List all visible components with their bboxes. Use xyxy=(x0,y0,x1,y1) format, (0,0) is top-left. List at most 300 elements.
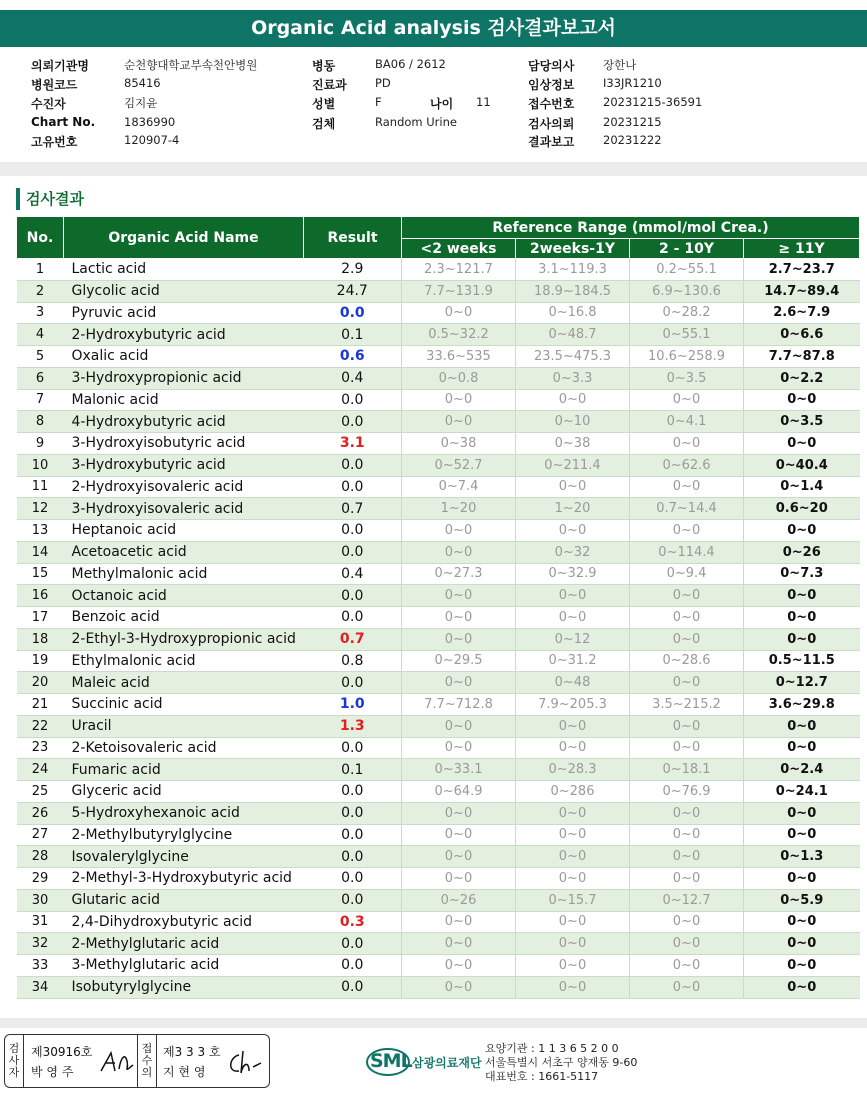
ref-range-11y-plus: 0~1.3 xyxy=(744,846,860,868)
ref-range-11y-plus: 0~2.2 xyxy=(744,367,860,389)
acid-name: Malonic acid xyxy=(64,389,304,411)
table-row xyxy=(17,607,860,629)
acid-name: 2-Hydroxyisovaleric acid xyxy=(64,476,304,498)
row-number: 17 xyxy=(17,607,64,629)
acid-name: Acetoacetic acid xyxy=(64,541,304,563)
acid-name: 4-Hydroxybutyric acid xyxy=(64,411,304,433)
info-label: 임상정보 xyxy=(528,78,575,92)
info-value: PD xyxy=(375,76,391,90)
row-number: 7 xyxy=(17,389,64,411)
result-value: 0.8 xyxy=(304,650,402,672)
ref-range-2-10y: 0~12.7 xyxy=(630,889,744,911)
ref-range-11y-plus: 14.7~89.4 xyxy=(744,280,860,302)
acid-name: 3-Hydroxypropionic acid xyxy=(64,367,304,389)
row-number: 21 xyxy=(17,694,64,716)
acid-name: Uracil xyxy=(64,715,304,737)
ref-range-11y-plus: 0~0 xyxy=(744,737,860,759)
ref-range-2weeks-1y: 3.1~119.3 xyxy=(516,259,630,281)
ref-range-2weeks-1y: 0~0 xyxy=(516,607,630,629)
col-header-name: Organic Acid Name xyxy=(64,217,304,259)
row-number: 15 xyxy=(17,563,64,585)
signature-box xyxy=(4,1034,270,1088)
ref-range-2-10y: 0~0 xyxy=(630,607,744,629)
result-value: 1.0 xyxy=(304,694,402,716)
result-value: 0.0 xyxy=(304,976,402,998)
result-value: 0.6 xyxy=(304,346,402,368)
row-number: 28 xyxy=(17,846,64,868)
info-value: 장한나 xyxy=(603,58,637,72)
ref-range-2-10y: 0~0 xyxy=(630,976,744,998)
sml-logo xyxy=(366,1044,484,1080)
ref-range-under-2-weeks: 0~38 xyxy=(402,433,516,455)
ref-range-under-2-weeks: 0~0 xyxy=(402,389,516,411)
table-row xyxy=(17,715,860,737)
table-row xyxy=(17,694,860,716)
ref-range-2weeks-1y: 0~48.7 xyxy=(516,324,630,346)
table-row xyxy=(17,476,860,498)
ref-range-2weeks-1y: 0~0 xyxy=(516,585,630,607)
ref-range-under-2-weeks: 0~0 xyxy=(402,933,516,955)
ref-range-2weeks-1y: 0~32 xyxy=(516,541,630,563)
info-value: 20231215 xyxy=(603,115,662,129)
signer-license: 제3 3 3 호 xyxy=(163,1045,221,1059)
signer-title: 접수의 xyxy=(137,1035,157,1087)
ref-range-2-10y: 3.5~215.2 xyxy=(630,694,744,716)
info-label: 담당의사 xyxy=(528,59,575,73)
result-value: 0.0 xyxy=(304,824,402,846)
ref-range-under-2-weeks: 0~7.4 xyxy=(402,476,516,498)
ref-range-2-10y: 0~0 xyxy=(630,955,744,977)
ref-range-2-10y: 0~28.6 xyxy=(630,650,744,672)
ref-range-2weeks-1y: 0~0 xyxy=(516,520,630,542)
acid-name: Isovalerylglycine xyxy=(64,846,304,868)
ref-range-2-10y: 0~0 xyxy=(630,628,744,650)
footer-line: 대표번호 : 1661-5117 xyxy=(485,1070,599,1083)
ref-range-11y-plus: 0~0 xyxy=(744,911,860,933)
row-number: 18 xyxy=(17,628,64,650)
row-number: 23 xyxy=(17,737,64,759)
table-row xyxy=(17,585,860,607)
ref-range-11y-plus: 0~6.6 xyxy=(744,324,860,346)
table-row xyxy=(17,411,860,433)
row-number: 13 xyxy=(17,520,64,542)
acid-name: 5-Hydroxyhexanoic acid xyxy=(64,802,304,824)
section-title: 검사결과 xyxy=(16,188,84,210)
acid-name: Glyceric acid xyxy=(64,781,304,803)
ref-range-11y-plus: 0~26 xyxy=(744,541,860,563)
row-number: 29 xyxy=(17,868,64,890)
signature-image xyxy=(225,1047,265,1077)
ref-range-2-10y: 0~0 xyxy=(630,737,744,759)
result-value: 0.0 xyxy=(304,868,402,890)
signature-image xyxy=(97,1047,137,1077)
info-label: 병동 xyxy=(312,59,336,73)
ref-range-under-2-weeks: 0~0 xyxy=(402,302,516,324)
ref-range-2-10y: 0~9.4 xyxy=(630,563,744,585)
ref-range-2-10y: 0~0 xyxy=(630,846,744,868)
table-row xyxy=(17,911,860,933)
ref-range-11y-plus: 0~0 xyxy=(744,433,860,455)
ref-range-11y-plus: 0~0 xyxy=(744,628,860,650)
ref-range-11y-plus: 7.7~87.8 xyxy=(744,346,860,368)
signer-license: 제30916호 xyxy=(31,1045,93,1059)
ref-range-under-2-weeks: 2.3~121.7 xyxy=(402,259,516,281)
result-value: 0.3 xyxy=(304,911,402,933)
ref-range-under-2-weeks: 1~20 xyxy=(402,498,516,520)
ref-range-11y-plus: 0~0 xyxy=(744,607,860,629)
row-number: 9 xyxy=(17,433,64,455)
result-value: 0.0 xyxy=(304,454,402,476)
result-value: 0.4 xyxy=(304,367,402,389)
ref-range-11y-plus: 0~7.3 xyxy=(744,563,860,585)
col-header-ref-3: 2 - 10Y xyxy=(630,239,744,259)
table-row xyxy=(17,824,860,846)
acid-name: 2-Methyl-3-Hydroxybutyric acid xyxy=(64,868,304,890)
ref-range-under-2-weeks: 7.7~712.8 xyxy=(402,694,516,716)
result-value: 0.0 xyxy=(304,802,402,824)
table-row xyxy=(17,498,860,520)
table-row xyxy=(17,324,860,346)
ref-range-11y-plus: 2.7~23.7 xyxy=(744,259,860,281)
ref-range-2-10y: 0~114.4 xyxy=(630,541,744,563)
result-value: 0.0 xyxy=(304,889,402,911)
ref-range-2-10y: 0.2~55.1 xyxy=(630,259,744,281)
result-value: 0.1 xyxy=(304,759,402,781)
table-row xyxy=(17,302,860,324)
ref-range-11y-plus: 0~0 xyxy=(744,933,860,955)
row-number: 20 xyxy=(17,672,64,694)
results-table xyxy=(16,216,860,999)
info-label: 결과보고 xyxy=(528,135,575,149)
ref-range-under-2-weeks: 0~29.5 xyxy=(402,650,516,672)
row-number: 8 xyxy=(17,411,64,433)
acid-name: Heptanoic acid xyxy=(64,520,304,542)
acid-name: 3-Methylglutaric acid xyxy=(64,955,304,977)
table-row xyxy=(17,259,860,281)
row-number: 30 xyxy=(17,889,64,911)
ref-range-under-2-weeks: 0.5~32.2 xyxy=(402,324,516,346)
divider xyxy=(0,1018,867,1028)
acid-name: Maleic acid xyxy=(64,672,304,694)
ref-range-2weeks-1y: 0~0 xyxy=(516,476,630,498)
ref-range-11y-plus: 0~0 xyxy=(744,389,860,411)
footer-info xyxy=(485,1042,637,1084)
acid-name: Fumaric acid xyxy=(64,759,304,781)
ref-range-under-2-weeks: 0~0 xyxy=(402,737,516,759)
info-value: 20231215-36591 xyxy=(603,95,703,109)
row-number: 5 xyxy=(17,346,64,368)
table-row xyxy=(17,802,860,824)
acid-name: Ethylmalonic acid xyxy=(64,650,304,672)
table-row xyxy=(17,367,860,389)
ref-range-under-2-weeks: 0~0 xyxy=(402,585,516,607)
info-label: 검체 xyxy=(312,117,336,131)
col-header-result: Result xyxy=(304,217,402,259)
ref-range-2weeks-1y: 0~0 xyxy=(516,802,630,824)
result-value: 0.4 xyxy=(304,563,402,585)
ref-range-under-2-weeks: 0~0 xyxy=(402,520,516,542)
table-row xyxy=(17,563,860,585)
table-row xyxy=(17,389,860,411)
ref-range-2-10y: 0~0 xyxy=(630,433,744,455)
col-header-reference-range: Reference Range (mmol/mol Crea.) xyxy=(402,217,860,239)
info-value: 85416 xyxy=(124,76,161,90)
row-number: 12 xyxy=(17,498,64,520)
ref-range-2-10y: 0~0 xyxy=(630,911,744,933)
ref-range-2-10y: 0~28.2 xyxy=(630,302,744,324)
result-value: 0.0 xyxy=(304,520,402,542)
ref-range-under-2-weeks: 7.7~131.9 xyxy=(402,280,516,302)
row-number: 10 xyxy=(17,454,64,476)
ref-range-11y-plus: 0~0 xyxy=(744,824,860,846)
ref-range-11y-plus: 0~0 xyxy=(744,715,860,737)
row-number: 34 xyxy=(17,976,64,998)
acid-name: 3-Hydroxyisovaleric acid xyxy=(64,498,304,520)
row-number: 11 xyxy=(17,476,64,498)
ref-range-2weeks-1y: 7.9~205.3 xyxy=(516,694,630,716)
ref-range-11y-plus: 0~1.4 xyxy=(744,476,860,498)
acid-name: 2-Ketoisovaleric acid xyxy=(64,737,304,759)
ref-range-11y-plus: 0~0 xyxy=(744,976,860,998)
signer-name: 박 영 주 xyxy=(31,1065,74,1079)
table-row xyxy=(17,846,860,868)
ref-range-under-2-weeks: 0~0 xyxy=(402,672,516,694)
result-value: 1.3 xyxy=(304,715,402,737)
table-row xyxy=(17,672,860,694)
ref-range-11y-plus: 0~0 xyxy=(744,585,860,607)
acid-name: Methylmalonic acid xyxy=(64,563,304,585)
table-row xyxy=(17,541,860,563)
signer-name: 지 현 영 xyxy=(163,1065,206,1079)
ref-range-2weeks-1y: 0~38 xyxy=(516,433,630,455)
ref-range-11y-plus: 0~24.1 xyxy=(744,781,860,803)
ref-range-11y-plus: 0~40.4 xyxy=(744,454,860,476)
result-value: 0.0 xyxy=(304,933,402,955)
ref-range-under-2-weeks: 0~0 xyxy=(402,976,516,998)
acid-name: Benzoic acid xyxy=(64,607,304,629)
info-label: 접수번호 xyxy=(528,97,575,111)
info-label: 의뢰기관명 xyxy=(31,59,89,73)
col-header-no: No. xyxy=(17,217,64,259)
ref-range-2weeks-1y: 0~10 xyxy=(516,411,630,433)
table-row xyxy=(17,759,860,781)
result-value: 0.0 xyxy=(304,846,402,868)
info-value: F xyxy=(375,95,382,109)
ref-range-11y-plus: 2.6~7.9 xyxy=(744,302,860,324)
ref-range-11y-plus: 3.6~29.8 xyxy=(744,694,860,716)
acid-name: 2-Ethyl-3-Hydroxypropionic acid xyxy=(64,628,304,650)
ref-range-2-10y: 0~4.1 xyxy=(630,411,744,433)
ref-range-2weeks-1y: 0~28.3 xyxy=(516,759,630,781)
info-value: Random Urine xyxy=(375,115,457,129)
result-value: 0.7 xyxy=(304,628,402,650)
acid-name: Glycolic acid xyxy=(64,280,304,302)
footer-line: 서울특별시 서초구 양재동 9-60 xyxy=(485,1056,638,1069)
ref-range-2weeks-1y: 0~0 xyxy=(516,955,630,977)
acid-name: Succinic acid xyxy=(64,694,304,716)
row-number: 14 xyxy=(17,541,64,563)
ref-range-2weeks-1y: 0~0 xyxy=(516,846,630,868)
ref-range-under-2-weeks: 0~26 xyxy=(402,889,516,911)
ref-range-2weeks-1y: 0~0 xyxy=(516,868,630,890)
table-row xyxy=(17,454,860,476)
result-value: 0.0 xyxy=(304,302,402,324)
ref-range-2weeks-1y: 0~3.3 xyxy=(516,367,630,389)
ref-range-under-2-weeks: 0~33.1 xyxy=(402,759,516,781)
ref-range-2-10y: 0~76.9 xyxy=(630,781,744,803)
ref-range-11y-plus: 0~3.5 xyxy=(744,411,860,433)
row-number: 19 xyxy=(17,650,64,672)
logo-text: SML xyxy=(370,1050,412,1072)
result-value: 24.7 xyxy=(304,280,402,302)
table-row xyxy=(17,933,860,955)
info-label: 진료과 xyxy=(312,78,347,92)
ref-range-2-10y: 0~0 xyxy=(630,868,744,890)
info-value: BA06 / 2612 xyxy=(375,57,446,71)
ref-range-2weeks-1y: 0~31.2 xyxy=(516,650,630,672)
ref-range-2weeks-1y: 0~0 xyxy=(516,715,630,737)
ref-range-11y-plus: 0~0 xyxy=(744,520,860,542)
col-header-ref-4: ≥ 11Y xyxy=(744,239,860,259)
row-number: 25 xyxy=(17,781,64,803)
ref-range-11y-plus: 0.6~20 xyxy=(744,498,860,520)
info-value: 김지윤 xyxy=(124,96,158,110)
ref-range-2-10y: 0~3.5 xyxy=(630,367,744,389)
result-value: 0.0 xyxy=(304,476,402,498)
ref-range-2-10y: 0~55.1 xyxy=(630,324,744,346)
ref-range-2weeks-1y: 0~0 xyxy=(516,933,630,955)
info-value: 1836990 xyxy=(124,115,176,129)
ref-range-2weeks-1y: 0~0 xyxy=(516,389,630,411)
ref-range-under-2-weeks: 0~0 xyxy=(402,868,516,890)
col-header-ref-1: <2 weeks xyxy=(402,239,516,259)
acid-name: 3-Hydroxyisobutyric acid xyxy=(64,433,304,455)
info-label: 성별 xyxy=(312,97,336,111)
ref-range-2weeks-1y: 18.9~184.5 xyxy=(516,280,630,302)
ref-range-2-10y: 0~0 xyxy=(630,824,744,846)
ref-range-2weeks-1y: 0~48 xyxy=(516,672,630,694)
ref-range-2weeks-1y: 0~0 xyxy=(516,824,630,846)
row-number: 31 xyxy=(17,911,64,933)
ref-range-2weeks-1y: 0~16.8 xyxy=(516,302,630,324)
report-title: Organic Acid analysis 검사결과보고서 xyxy=(0,10,867,47)
table-row xyxy=(17,650,860,672)
ref-range-2-10y: 0~18.1 xyxy=(630,759,744,781)
row-number: 27 xyxy=(17,824,64,846)
col-header-ref-2: 2weeks-1Y xyxy=(516,239,630,259)
signer-title: 검사자 xyxy=(5,1035,24,1087)
acid-name: 2-Methylbutyrylglycine xyxy=(64,824,304,846)
ref-range-2weeks-1y: 0~15.7 xyxy=(516,889,630,911)
ref-range-under-2-weeks: 0~0 xyxy=(402,607,516,629)
row-number: 3 xyxy=(17,302,64,324)
acid-name: Oxalic acid xyxy=(64,346,304,368)
acid-name: 2-Methylglutaric acid xyxy=(64,933,304,955)
ref-range-under-2-weeks: 0~0 xyxy=(402,628,516,650)
ref-range-11y-plus: 0~12.7 xyxy=(744,672,860,694)
acid-name: 3-Hydroxybutyric acid xyxy=(64,454,304,476)
result-value: 0.0 xyxy=(304,781,402,803)
info-label: 병원코드 xyxy=(31,78,78,92)
row-number: 4 xyxy=(17,324,64,346)
table-row xyxy=(17,628,860,650)
result-value: 0.0 xyxy=(304,672,402,694)
ref-range-2-10y: 0~0 xyxy=(630,585,744,607)
row-number: 26 xyxy=(17,802,64,824)
table-row xyxy=(17,737,860,759)
ref-range-under-2-weeks: 0~0 xyxy=(402,411,516,433)
table-row xyxy=(17,889,860,911)
divider xyxy=(0,162,867,176)
ref-range-2-10y: 0~0 xyxy=(630,802,744,824)
acid-name: Isobutyrylglycine xyxy=(64,976,304,998)
table-row xyxy=(17,868,860,890)
ref-range-2-10y: 0~0 xyxy=(630,520,744,542)
ref-range-under-2-weeks: 0~0 xyxy=(402,911,516,933)
result-value: 0.1 xyxy=(304,324,402,346)
result-value: 0.0 xyxy=(304,607,402,629)
result-value: 0.0 xyxy=(304,389,402,411)
result-value: 0.0 xyxy=(304,585,402,607)
ref-range-2-10y: 0.7~14.4 xyxy=(630,498,744,520)
ref-range-2-10y: 0~62.6 xyxy=(630,454,744,476)
info-value: 11 xyxy=(476,95,491,109)
ref-range-11y-plus: 0~0 xyxy=(744,802,860,824)
ref-range-under-2-weeks: 0~0 xyxy=(402,802,516,824)
ref-range-under-2-weeks: 0~64.9 xyxy=(402,781,516,803)
table-row xyxy=(17,955,860,977)
ref-range-2weeks-1y: 0~0 xyxy=(516,911,630,933)
ref-range-2-10y: 0~0 xyxy=(630,672,744,694)
ref-range-under-2-weeks: 0~0 xyxy=(402,715,516,737)
ref-range-2-10y: 0~0 xyxy=(630,389,744,411)
acid-name: Lactic acid xyxy=(64,259,304,281)
info-label: 나이 xyxy=(430,97,454,111)
row-number: 2 xyxy=(17,280,64,302)
info-label: 검사의뢰 xyxy=(528,117,575,131)
info-value: I33JR1210 xyxy=(603,76,662,90)
ref-range-2weeks-1y: 0~0 xyxy=(516,737,630,759)
row-number: 1 xyxy=(17,259,64,281)
ref-range-11y-plus: 0.5~11.5 xyxy=(744,650,860,672)
ref-range-11y-plus: 0~2.4 xyxy=(744,759,860,781)
ref-range-2weeks-1y: 0~211.4 xyxy=(516,454,630,476)
table-row xyxy=(17,781,860,803)
acid-name: Pyruvic acid xyxy=(64,302,304,324)
table-row xyxy=(17,976,860,998)
ref-range-under-2-weeks: 0~52.7 xyxy=(402,454,516,476)
ref-range-2weeks-1y: 0~0 xyxy=(516,976,630,998)
org-name: 삼광의료재단 xyxy=(412,1056,482,1070)
row-number: 24 xyxy=(17,759,64,781)
ref-range-11y-plus: 0~0 xyxy=(744,868,860,890)
table-row xyxy=(17,346,860,368)
ref-range-2-10y: 0~0 xyxy=(630,933,744,955)
ref-range-under-2-weeks: 0~27.3 xyxy=(402,563,516,585)
info-label: Chart No. xyxy=(31,115,96,129)
acid-name: 2-Hydroxybutyric acid xyxy=(64,324,304,346)
ref-range-under-2-weeks: 0~0.8 xyxy=(402,367,516,389)
ref-range-11y-plus: 0~0 xyxy=(744,955,860,977)
ref-range-2weeks-1y: 0~32.9 xyxy=(516,563,630,585)
result-value: 3.1 xyxy=(304,433,402,455)
result-value: 0.7 xyxy=(304,498,402,520)
table-row xyxy=(17,520,860,542)
result-value: 0.0 xyxy=(304,955,402,977)
info-value: 20231222 xyxy=(603,133,662,147)
ref-range-2weeks-1y: 0~12 xyxy=(516,628,630,650)
ref-range-under-2-weeks: 0~0 xyxy=(402,846,516,868)
